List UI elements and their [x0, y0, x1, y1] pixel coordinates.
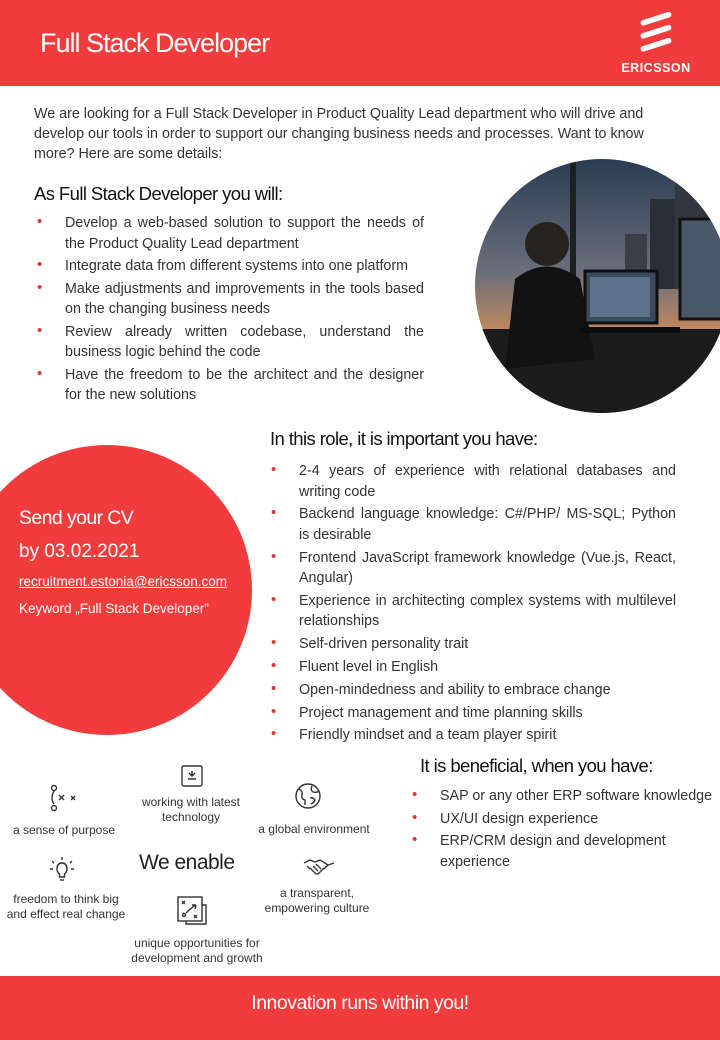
globe-icon: [293, 781, 323, 811]
strategy-icon: [48, 784, 80, 812]
list-item: • Friendly mindset and a team player spirit: [268, 725, 676, 746]
send-cv-label: Send your CV: [19, 507, 134, 529]
responsibilities-heading: As Full Stack Developer you will:: [34, 183, 283, 204]
beneficial-heading: It is beneficial, when you have:: [420, 755, 653, 776]
list-item: • Frontend JavaScript framework knowledge (Vue.js, React, Angular): [268, 548, 676, 589]
list-item: • Self-driven personality trait: [268, 634, 676, 655]
keyword-text: Keyword „Full Stack Developer”: [19, 601, 209, 616]
footer-tagline: Innovation runs within you!: [251, 992, 469, 1014]
list-item: • Experience in architecting complex systems with multilevel relationships: [268, 591, 676, 632]
list-item: • UX/UI design experience: [409, 809, 719, 830]
opportunities-caption: unique opportunities for development and growth: [131, 936, 263, 965]
freedom-caption: freedom to think big and effect real change: [6, 892, 126, 921]
deadline-date: by 03.02.2021: [19, 541, 140, 562]
list-item: • Review already written codebase, understand the business logic behind the code: [34, 322, 424, 363]
beneficial-list: [409, 786, 719, 874]
responsibilities-list: [34, 213, 424, 408]
handshake-icon: [302, 854, 336, 880]
list-item: • 2-4 years of experience with relational databases and writing code: [268, 461, 676, 502]
culture-caption: a transparent, empowering culture: [264, 886, 370, 915]
growth-icon: [176, 895, 208, 925]
ericsson-logo: [616, 10, 696, 76]
requirements-list: [268, 461, 676, 748]
logo-wordmark: ERICSSON: [621, 61, 691, 75]
list-item: • Project management and time planning skills: [268, 703, 676, 724]
ericsson-logo-icon: [638, 10, 674, 54]
requirements-heading: In this role, it is important you have:: [270, 428, 538, 449]
we-enable-title: We enable: [139, 851, 235, 874]
technology-caption: working with latest technology: [141, 795, 241, 824]
header-banner: [0, 0, 720, 86]
list-item: • Fluent level in English: [268, 657, 676, 678]
send-cv-circle: [0, 445, 252, 735]
lightbulb-icon: [47, 855, 77, 885]
purpose-caption: a sense of purpose: [12, 823, 116, 837]
page-title: Full Stack Developer: [40, 28, 270, 58]
list-item: • Have the freedom to be the architect and the designer for the new solutions: [34, 365, 424, 406]
technology-icon: [179, 763, 205, 789]
global-caption: a global environment: [258, 822, 370, 836]
footer-banner: [0, 976, 720, 1040]
recruitment-email-link[interactable]: recruitment.estonia@ericsson.com: [19, 574, 228, 589]
list-item: • Make adjustments and improvements in the tools based on the changing business needs: [34, 279, 424, 320]
list-item: • SAP or any other ERP software knowledge: [409, 786, 719, 807]
intro-text: We are looking for a Full Stack Developer in Product Quality Lead department who will drive and develop our tools in order to support our changing business needs and processes. Want to know more? Here are some details:: [34, 106, 644, 162]
list-item: • Backend language knowledge: C#/PHP/ MS-SQL; Python is desirable: [268, 504, 676, 545]
list-item: • Integrate data from different systems into one platform: [34, 256, 424, 277]
list-item: • Open-mindedness and ability to embrace change: [268, 680, 676, 701]
developer-photo: [475, 159, 720, 413]
list-item: • Develop a web-based solution to support the needs of the Product Quality Lead department: [34, 213, 424, 254]
list-item: • ERP/CRM design and development experience: [409, 831, 719, 872]
